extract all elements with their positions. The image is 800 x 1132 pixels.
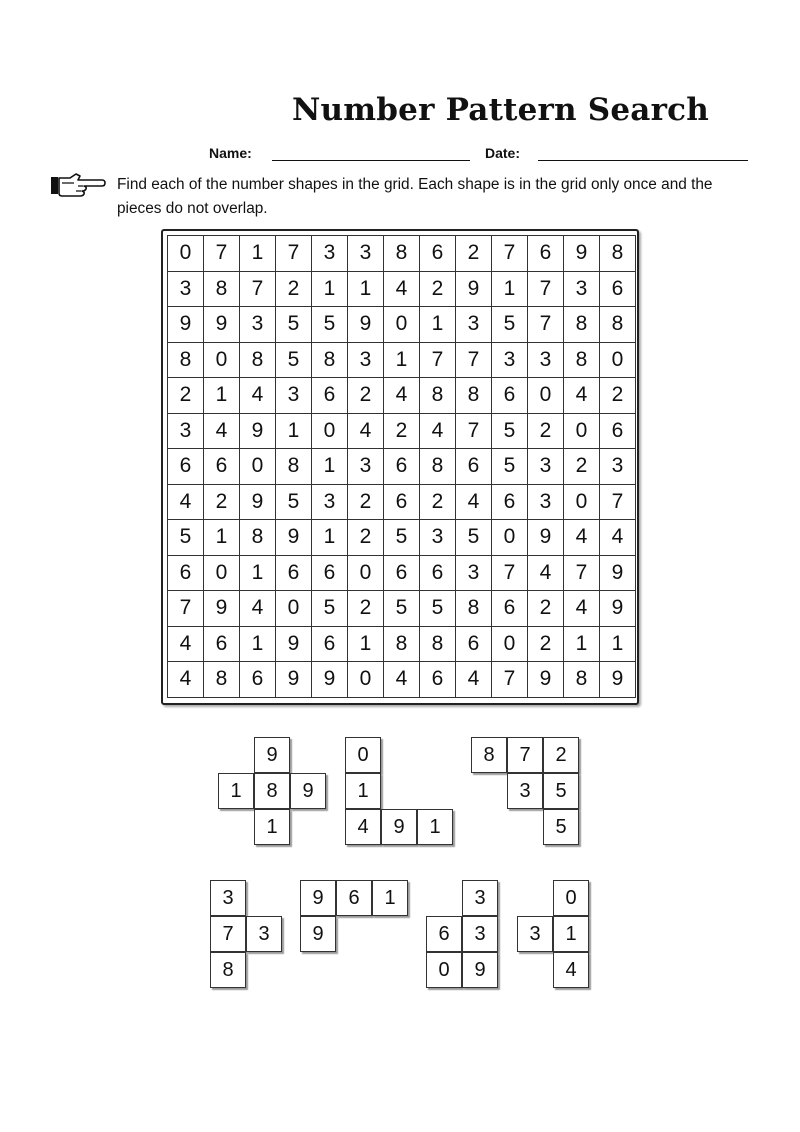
grid-cell[interactable]: 3 bbox=[528, 343, 564, 379]
grid-cell[interactable]: 4 bbox=[168, 485, 204, 521]
grid-cell[interactable]: 9 bbox=[276, 662, 312, 698]
grid-cell[interactable]: 3 bbox=[168, 414, 204, 450]
shape-cell: 3 bbox=[462, 916, 498, 952]
grid-cell[interactable]: 1 bbox=[204, 520, 240, 556]
grid-cell[interactable]: 6 bbox=[384, 556, 420, 592]
grid-cell[interactable]: 1 bbox=[204, 378, 240, 414]
grid-cell[interactable]: 4 bbox=[564, 520, 600, 556]
grid-cell[interactable]: 0 bbox=[528, 378, 564, 414]
grid-cell[interactable]: 4 bbox=[420, 414, 456, 450]
grid-cell[interactable]: 6 bbox=[420, 662, 456, 698]
grid-cell[interactable]: 6 bbox=[276, 556, 312, 592]
grid-cell[interactable]: 1 bbox=[240, 627, 276, 663]
grid-cell[interactable]: 5 bbox=[168, 520, 204, 556]
grid-cell[interactable]: 8 bbox=[240, 343, 276, 379]
grid-cell[interactable]: 5 bbox=[312, 307, 348, 343]
grid-cell[interactable]: 2 bbox=[600, 378, 636, 414]
grid-cell[interactable]: 6 bbox=[384, 449, 420, 485]
grid-cell[interactable]: 0 bbox=[492, 627, 528, 663]
shape-cell: 0 bbox=[426, 952, 462, 988]
grid-cell[interactable]: 6 bbox=[420, 556, 456, 592]
grid-cell[interactable]: 6 bbox=[600, 272, 636, 308]
grid-cell[interactable]: 4 bbox=[456, 662, 492, 698]
grid-cell[interactable]: 8 bbox=[564, 307, 600, 343]
shape-cell: 8 bbox=[210, 952, 246, 988]
page-title: Number Pattern Search bbox=[292, 92, 709, 128]
name-label: Name: bbox=[209, 145, 252, 161]
shape-cell: 9 bbox=[462, 952, 498, 988]
grid-cell[interactable]: 5 bbox=[276, 307, 312, 343]
grid-cell[interactable]: 5 bbox=[420, 591, 456, 627]
grid-cell[interactable]: 9 bbox=[312, 662, 348, 698]
grid-cell[interactable]: 7 bbox=[492, 556, 528, 592]
grid-cell[interactable]: 5 bbox=[312, 591, 348, 627]
grid-cell[interactable]: 9 bbox=[564, 236, 600, 272]
grid-cell[interactable]: 9 bbox=[528, 520, 564, 556]
grid-cell[interactable]: 2 bbox=[276, 272, 312, 308]
grid-cell[interactable]: 8 bbox=[420, 378, 456, 414]
grid-cell[interactable]: 3 bbox=[348, 449, 384, 485]
grid-cell[interactable]: 2 bbox=[456, 236, 492, 272]
grid-cell[interactable]: 8 bbox=[456, 378, 492, 414]
grid-cell[interactable]: 6 bbox=[168, 556, 204, 592]
grid-cell[interactable]: 9 bbox=[168, 307, 204, 343]
shape-cell: 4 bbox=[345, 809, 381, 845]
shape-cell: 4 bbox=[553, 952, 589, 988]
grid-cell[interactable]: 8 bbox=[276, 449, 312, 485]
grid-cell[interactable]: 8 bbox=[240, 520, 276, 556]
grid-cell[interactable]: 0 bbox=[564, 485, 600, 521]
grid-cell[interactable]: 0 bbox=[600, 343, 636, 379]
grid-cell[interactable]: 4 bbox=[384, 272, 420, 308]
grid-cell[interactable]: 9 bbox=[348, 307, 384, 343]
grid-cell[interactable]: 1 bbox=[420, 307, 456, 343]
grid-cell[interactable]: 1 bbox=[240, 556, 276, 592]
date-label: Date: bbox=[485, 145, 521, 161]
grid-cell[interactable]: 5 bbox=[384, 520, 420, 556]
grid-cell[interactable]: 3 bbox=[456, 556, 492, 592]
grid-cell[interactable]: 6 bbox=[492, 485, 528, 521]
shape-cell: 3 bbox=[210, 880, 246, 916]
grid-cell[interactable]: 8 bbox=[600, 307, 636, 343]
number-grid bbox=[167, 235, 636, 698]
grid-cell[interactable]: 4 bbox=[528, 556, 564, 592]
grid-cell[interactable]: 8 bbox=[600, 236, 636, 272]
grid-cell[interactable]: 3 bbox=[420, 520, 456, 556]
grid-cell[interactable]: 7 bbox=[492, 236, 528, 272]
grid-cell[interactable]: 6 bbox=[312, 627, 348, 663]
grid-cell[interactable]: 1 bbox=[492, 272, 528, 308]
shape-cell: 8 bbox=[254, 773, 290, 809]
grid-cell[interactable]: 0 bbox=[276, 591, 312, 627]
grid-cell[interactable]: 5 bbox=[492, 449, 528, 485]
grid-cell[interactable]: 9 bbox=[456, 272, 492, 308]
shape-cell: 1 bbox=[417, 809, 453, 845]
grid-cell[interactable]: 8 bbox=[384, 627, 420, 663]
grid-cell[interactable]: 8 bbox=[384, 236, 420, 272]
grid-cell[interactable]: 4 bbox=[348, 414, 384, 450]
grid-cell[interactable]: 9 bbox=[276, 520, 312, 556]
grid-cell[interactable]: 4 bbox=[564, 591, 600, 627]
grid-cell[interactable]: 5 bbox=[384, 591, 420, 627]
grid-cell[interactable]: 0 bbox=[312, 414, 348, 450]
grid-cell[interactable]: 6 bbox=[492, 378, 528, 414]
grid-cell[interactable]: 1 bbox=[348, 627, 384, 663]
grid-cell[interactable]: 3 bbox=[312, 236, 348, 272]
grid-cell[interactable]: 0 bbox=[492, 520, 528, 556]
shape-cell: 1 bbox=[553, 916, 589, 952]
grid-cell[interactable]: 6 bbox=[312, 378, 348, 414]
shape-cell: 0 bbox=[345, 737, 381, 773]
shape-cell: 8 bbox=[471, 737, 507, 773]
grid-cell[interactable]: 1 bbox=[348, 272, 384, 308]
grid-cell[interactable]: 9 bbox=[600, 662, 636, 698]
shape-cell: 3 bbox=[507, 773, 543, 809]
grid-cell[interactable]: 3 bbox=[348, 236, 384, 272]
grid-cell[interactable]: 0 bbox=[384, 307, 420, 343]
grid-cell[interactable]: 6 bbox=[456, 627, 492, 663]
grid-cell[interactable]: 4 bbox=[168, 627, 204, 663]
grid-cell[interactable]: 9 bbox=[204, 307, 240, 343]
shape-cell: 3 bbox=[517, 916, 553, 952]
grid-cell[interactable]: 7 bbox=[456, 343, 492, 379]
grid-cell[interactable]: 6 bbox=[312, 556, 348, 592]
grid-cell[interactable]: 3 bbox=[564, 272, 600, 308]
pointing-hand-icon bbox=[50, 172, 106, 198]
shape-cell: 1 bbox=[218, 773, 254, 809]
grid-cell[interactable]: 6 bbox=[492, 591, 528, 627]
grid-cell[interactable]: 4 bbox=[564, 378, 600, 414]
grid-cell[interactable]: 7 bbox=[492, 662, 528, 698]
grid-cell[interactable]: 9 bbox=[600, 591, 636, 627]
grid-cell[interactable]: 1 bbox=[276, 414, 312, 450]
grid-cell[interactable]: 3 bbox=[168, 272, 204, 308]
grid-cell[interactable]: 2 bbox=[420, 272, 456, 308]
grid-cell[interactable]: 7 bbox=[168, 591, 204, 627]
grid-cell[interactable]: 7 bbox=[528, 307, 564, 343]
grid-cell[interactable]: 7 bbox=[420, 343, 456, 379]
grid-cell[interactable]: 2 bbox=[348, 485, 384, 521]
grid-cell[interactable]: 8 bbox=[204, 662, 240, 698]
grid-cell[interactable]: 4 bbox=[384, 378, 420, 414]
grid-cell[interactable]: 2 bbox=[204, 485, 240, 521]
shape-cell: 9 bbox=[254, 737, 290, 773]
grid-cell[interactable]: 2 bbox=[168, 378, 204, 414]
grid-cell[interactable]: 7 bbox=[204, 236, 240, 272]
grid-cell[interactable]: 5 bbox=[492, 307, 528, 343]
grid-cell[interactable]: 0 bbox=[240, 449, 276, 485]
grid-cell[interactable]: 2 bbox=[348, 378, 384, 414]
grid-cell[interactable]: 1 bbox=[600, 627, 636, 663]
grid-cell[interactable]: 6 bbox=[384, 485, 420, 521]
grid-cell[interactable]: 8 bbox=[420, 449, 456, 485]
grid-cell[interactable]: 9 bbox=[240, 485, 276, 521]
grid-cell[interactable]: 2 bbox=[528, 414, 564, 450]
grid-cell[interactable]: 1 bbox=[312, 520, 348, 556]
grid-cell[interactable]: 3 bbox=[492, 343, 528, 379]
shape-cell: 0 bbox=[553, 880, 589, 916]
grid-cell[interactable]: 6 bbox=[204, 449, 240, 485]
grid-cell[interactable]: 5 bbox=[276, 343, 312, 379]
grid-cell[interactable]: 6 bbox=[168, 449, 204, 485]
grid-cell[interactable]: 0 bbox=[204, 556, 240, 592]
shape-cell: 6 bbox=[426, 916, 462, 952]
grid-cell[interactable]: 9 bbox=[204, 591, 240, 627]
grid-cell[interactable]: 8 bbox=[204, 272, 240, 308]
grid-cell[interactable]: 4 bbox=[168, 662, 204, 698]
grid-cell[interactable]: 0 bbox=[348, 556, 384, 592]
grid-cell[interactable]: 3 bbox=[528, 485, 564, 521]
shape-cell: 9 bbox=[300, 880, 336, 916]
shape-cell: 6 bbox=[336, 880, 372, 916]
grid-cell[interactable]: 3 bbox=[240, 307, 276, 343]
grid-cell[interactable]: 7 bbox=[564, 556, 600, 592]
grid-cell[interactable]: 3 bbox=[600, 449, 636, 485]
grid-cell[interactable]: 7 bbox=[528, 272, 564, 308]
grid-cell[interactable]: 0 bbox=[564, 414, 600, 450]
grid-cell[interactable]: 8 bbox=[564, 343, 600, 379]
grid-cell[interactable]: 5 bbox=[456, 520, 492, 556]
grid-cell[interactable]: 4 bbox=[384, 662, 420, 698]
grid-cell[interactable]: 6 bbox=[528, 236, 564, 272]
name-line[interactable] bbox=[272, 160, 470, 161]
grid-cell[interactable]: 3 bbox=[312, 485, 348, 521]
instructions-text: Find each of the number shapes in the grid. Each shape is in the grid only once and the pieces do not overlap. bbox=[117, 176, 713, 217]
grid-cell[interactable]: 1 bbox=[384, 343, 420, 379]
shape-cell: 2 bbox=[543, 737, 579, 773]
grid-cell[interactable]: 3 bbox=[276, 378, 312, 414]
grid-cell[interactable]: 1 bbox=[240, 236, 276, 272]
shape-cell: 7 bbox=[507, 737, 543, 773]
grid-cell[interactable]: 4 bbox=[240, 591, 276, 627]
grid-cell[interactable]: 2 bbox=[348, 591, 384, 627]
grid-cell[interactable]: 2 bbox=[384, 414, 420, 450]
grid-cell[interactable]: 9 bbox=[528, 662, 564, 698]
grid-cell[interactable]: 9 bbox=[240, 414, 276, 450]
grid-cell[interactable]: 7 bbox=[600, 485, 636, 521]
grid-cell[interactable]: 0 bbox=[204, 343, 240, 379]
grid-cell[interactable]: 9 bbox=[276, 627, 312, 663]
grid-cell[interactable]: 8 bbox=[420, 627, 456, 663]
grid-cell[interactable]: 4 bbox=[240, 378, 276, 414]
grid-cell[interactable]: 3 bbox=[528, 449, 564, 485]
grid-cell[interactable]: 6 bbox=[420, 236, 456, 272]
grid-cell[interactable]: 7 bbox=[456, 414, 492, 450]
grid-cell[interactable]: 2 bbox=[528, 627, 564, 663]
grid-cell[interactable]: 0 bbox=[168, 236, 204, 272]
grid-cell[interactable]: 0 bbox=[348, 662, 384, 698]
shape-cell: 5 bbox=[543, 773, 579, 809]
shape-cell: 3 bbox=[246, 916, 282, 952]
shape-cell: 1 bbox=[372, 880, 408, 916]
grid-cell[interactable]: 4 bbox=[456, 485, 492, 521]
grid-cell[interactable]: 1 bbox=[312, 272, 348, 308]
shape-cell: 3 bbox=[462, 880, 498, 916]
number-grid-frame bbox=[161, 229, 639, 705]
grid-cell[interactable]: 3 bbox=[456, 307, 492, 343]
grid-cell[interactable]: 5 bbox=[492, 414, 528, 450]
grid-cell[interactable]: 9 bbox=[600, 556, 636, 592]
grid-cell[interactable]: 8 bbox=[312, 343, 348, 379]
grid-cell[interactable]: 7 bbox=[276, 236, 312, 272]
grid-cell[interactable]: 6 bbox=[204, 627, 240, 663]
grid-cell[interactable]: 2 bbox=[348, 520, 384, 556]
grid-cell[interactable]: 2 bbox=[528, 591, 564, 627]
grid-cell[interactable]: 5 bbox=[276, 485, 312, 521]
name-date-row bbox=[0, 145, 800, 165]
grid-cell[interactable]: 2 bbox=[420, 485, 456, 521]
grid-cell[interactable]: 8 bbox=[168, 343, 204, 379]
grid-cell[interactable]: 6 bbox=[240, 662, 276, 698]
shape-cell: 9 bbox=[381, 809, 417, 845]
shape-cell: 7 bbox=[210, 916, 246, 952]
shape-cell: 5 bbox=[543, 809, 579, 845]
grid-cell[interactable]: 3 bbox=[348, 343, 384, 379]
grid-cell[interactable]: 1 bbox=[312, 449, 348, 485]
grid-cell[interactable]: 8 bbox=[456, 591, 492, 627]
grid-cell[interactable]: 2 bbox=[564, 449, 600, 485]
grid-cell[interactable]: 6 bbox=[456, 449, 492, 485]
grid-cell[interactable]: 6 bbox=[600, 414, 636, 450]
date-line[interactable] bbox=[538, 160, 748, 161]
grid-cell[interactable]: 1 bbox=[564, 627, 600, 663]
grid-cell[interactable]: 7 bbox=[240, 272, 276, 308]
grid-cell[interactable]: 4 bbox=[204, 414, 240, 450]
shape-cell: 9 bbox=[290, 773, 326, 809]
grid-cell[interactable]: 8 bbox=[564, 662, 600, 698]
shape-cell: 9 bbox=[300, 916, 336, 952]
shape-cell: 1 bbox=[345, 773, 381, 809]
grid-cell[interactable]: 4 bbox=[600, 520, 636, 556]
shape-cell: 1 bbox=[254, 809, 290, 845]
